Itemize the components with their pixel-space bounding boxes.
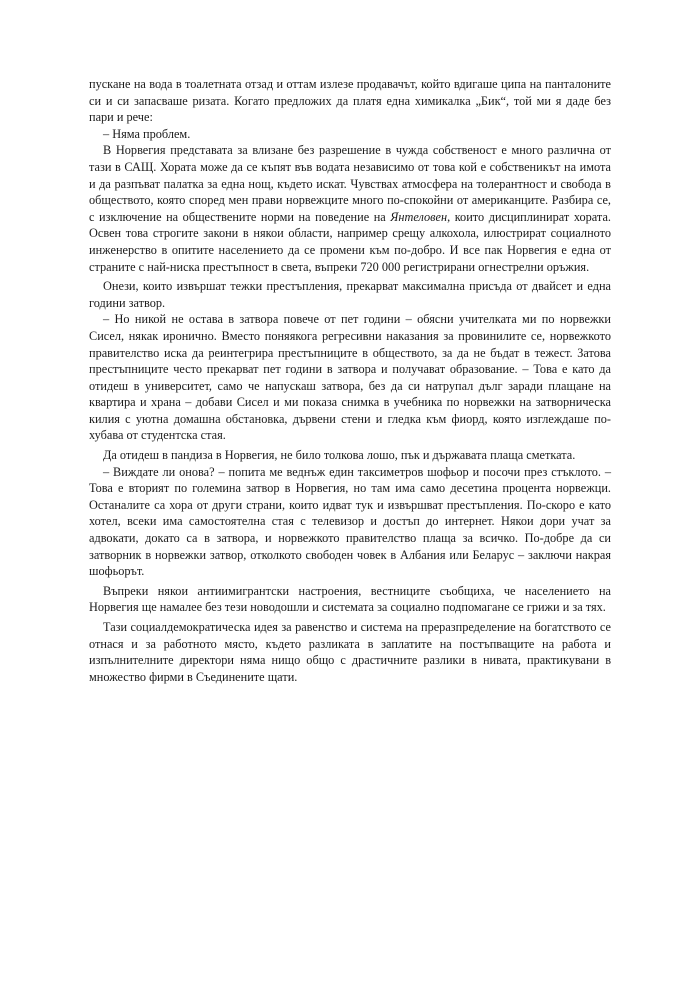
paragraph-text: В Норвегия представата за влизане без разрешение в чужда собственост е много различна от тази в САЩ. Хората може да се къпят във водата независимо от това кой е собственикът на имота и да разпъват палатка за една нощ, където искат. Чувствах атмосфера на толерантност и свобода в обществото, която според мен прави норвежците много по-спокойни от американците. Разбира се, с изключение на обществените норми на поведение на <box>89 143 611 224</box>
paragraph: Въпреки някои антиимигрантски настроения, вестниците съобщиха, че населението на Норвегия ще намалее без тези новодошли и системата за социално подпомагане се грижи и за тях. <box>89 583 611 615</box>
body-text <box>89 76 611 685</box>
paragraph: пускане на вода в тоалетната отзад и оттам излезе продавачът, който вдигаше ципа на панталоните си и си запасваше ризата. Когато предложих да платя една химикалка „Бик“, той ми я даде без пари и рече: <box>89 77 611 125</box>
paragraph: Тази социалдемократическа идея за равенство и система на преразпределение на богатството се отнася и за работното място, където разликата в заплатите на постъпващите на работа и изпълнителните директори няма нищо общо с драстичните разлики в нивата, практикувани в множество фирми в Съединените щати. <box>89 620 611 684</box>
paragraph-dialogue: – Виждате ли онова? – попита ме веднъж един таксиметров шофьор и посочи през стъклото. – Това е вторият по големина затвор в Норвегия, но там има само десетина процента норвежци. Останалите са хора от други страни, които идват тук и извършват престъпления. По-скоро е като хотел, всеки има самостоятелна стая с телевизор и достъп до интернет. Някои дори учат за адвокати, докато са в затвора, и норвежкото правителство плаща за всичко. По-добре да си затворник в норвежки затвор, отколкото свободен човек в Албания или Беларус – заключи накрая шофьорът. <box>89 464 611 579</box>
paragraph: Онези, които извършат тежки престъпления, прекарват максимална присъда от двайсет и една години затвор. <box>89 279 611 310</box>
paragraph-dialogue: – Няма проблем. <box>103 126 191 141</box>
paragraph-text: , които дисциплинират хората. Освен това строгите закони в някои области, например срещу алкохола, илюстрират социалното инженерство в опитите населението да се промени към по-добро. И все пак Норвегия е една от страните с най-ниска престъпност в света, въпреки 720 000 регистрирани огнестрелни оръжия. <box>89 209 611 274</box>
italic-term: Янтеловен <box>390 209 448 224</box>
paragraph: Да отидеш в пандиза в Норвегия, не било толкова лошо, пък и държавата плаща сметката. <box>103 448 576 463</box>
paragraph <box>89 142 611 275</box>
paragraph-dialogue: – Но никой не остава в затвора повече от пет години – обясни учителката ми по норвежки Сисел, някак иронично. Вместо поняякога регресивни наказания за провинилите се, норвежкото правителство иска да реинтегрира престъпниците в обществото, за да не бъдат в тежест. Затова престъпниците често прекарват пет години в затвора и получават образование. – Това е като да отидеш в университет, само че напускаш затвора, без да си натрупал дълг заради плащане на квартира и храна – добави Сисел и ми показа снимка в учебника по норвежки на затворническа килия с уютна домашна обстановка, дървени стени и гледка към фиорд, която изглеждаше по-хубава от студентска стая. <box>89 312 611 443</box>
